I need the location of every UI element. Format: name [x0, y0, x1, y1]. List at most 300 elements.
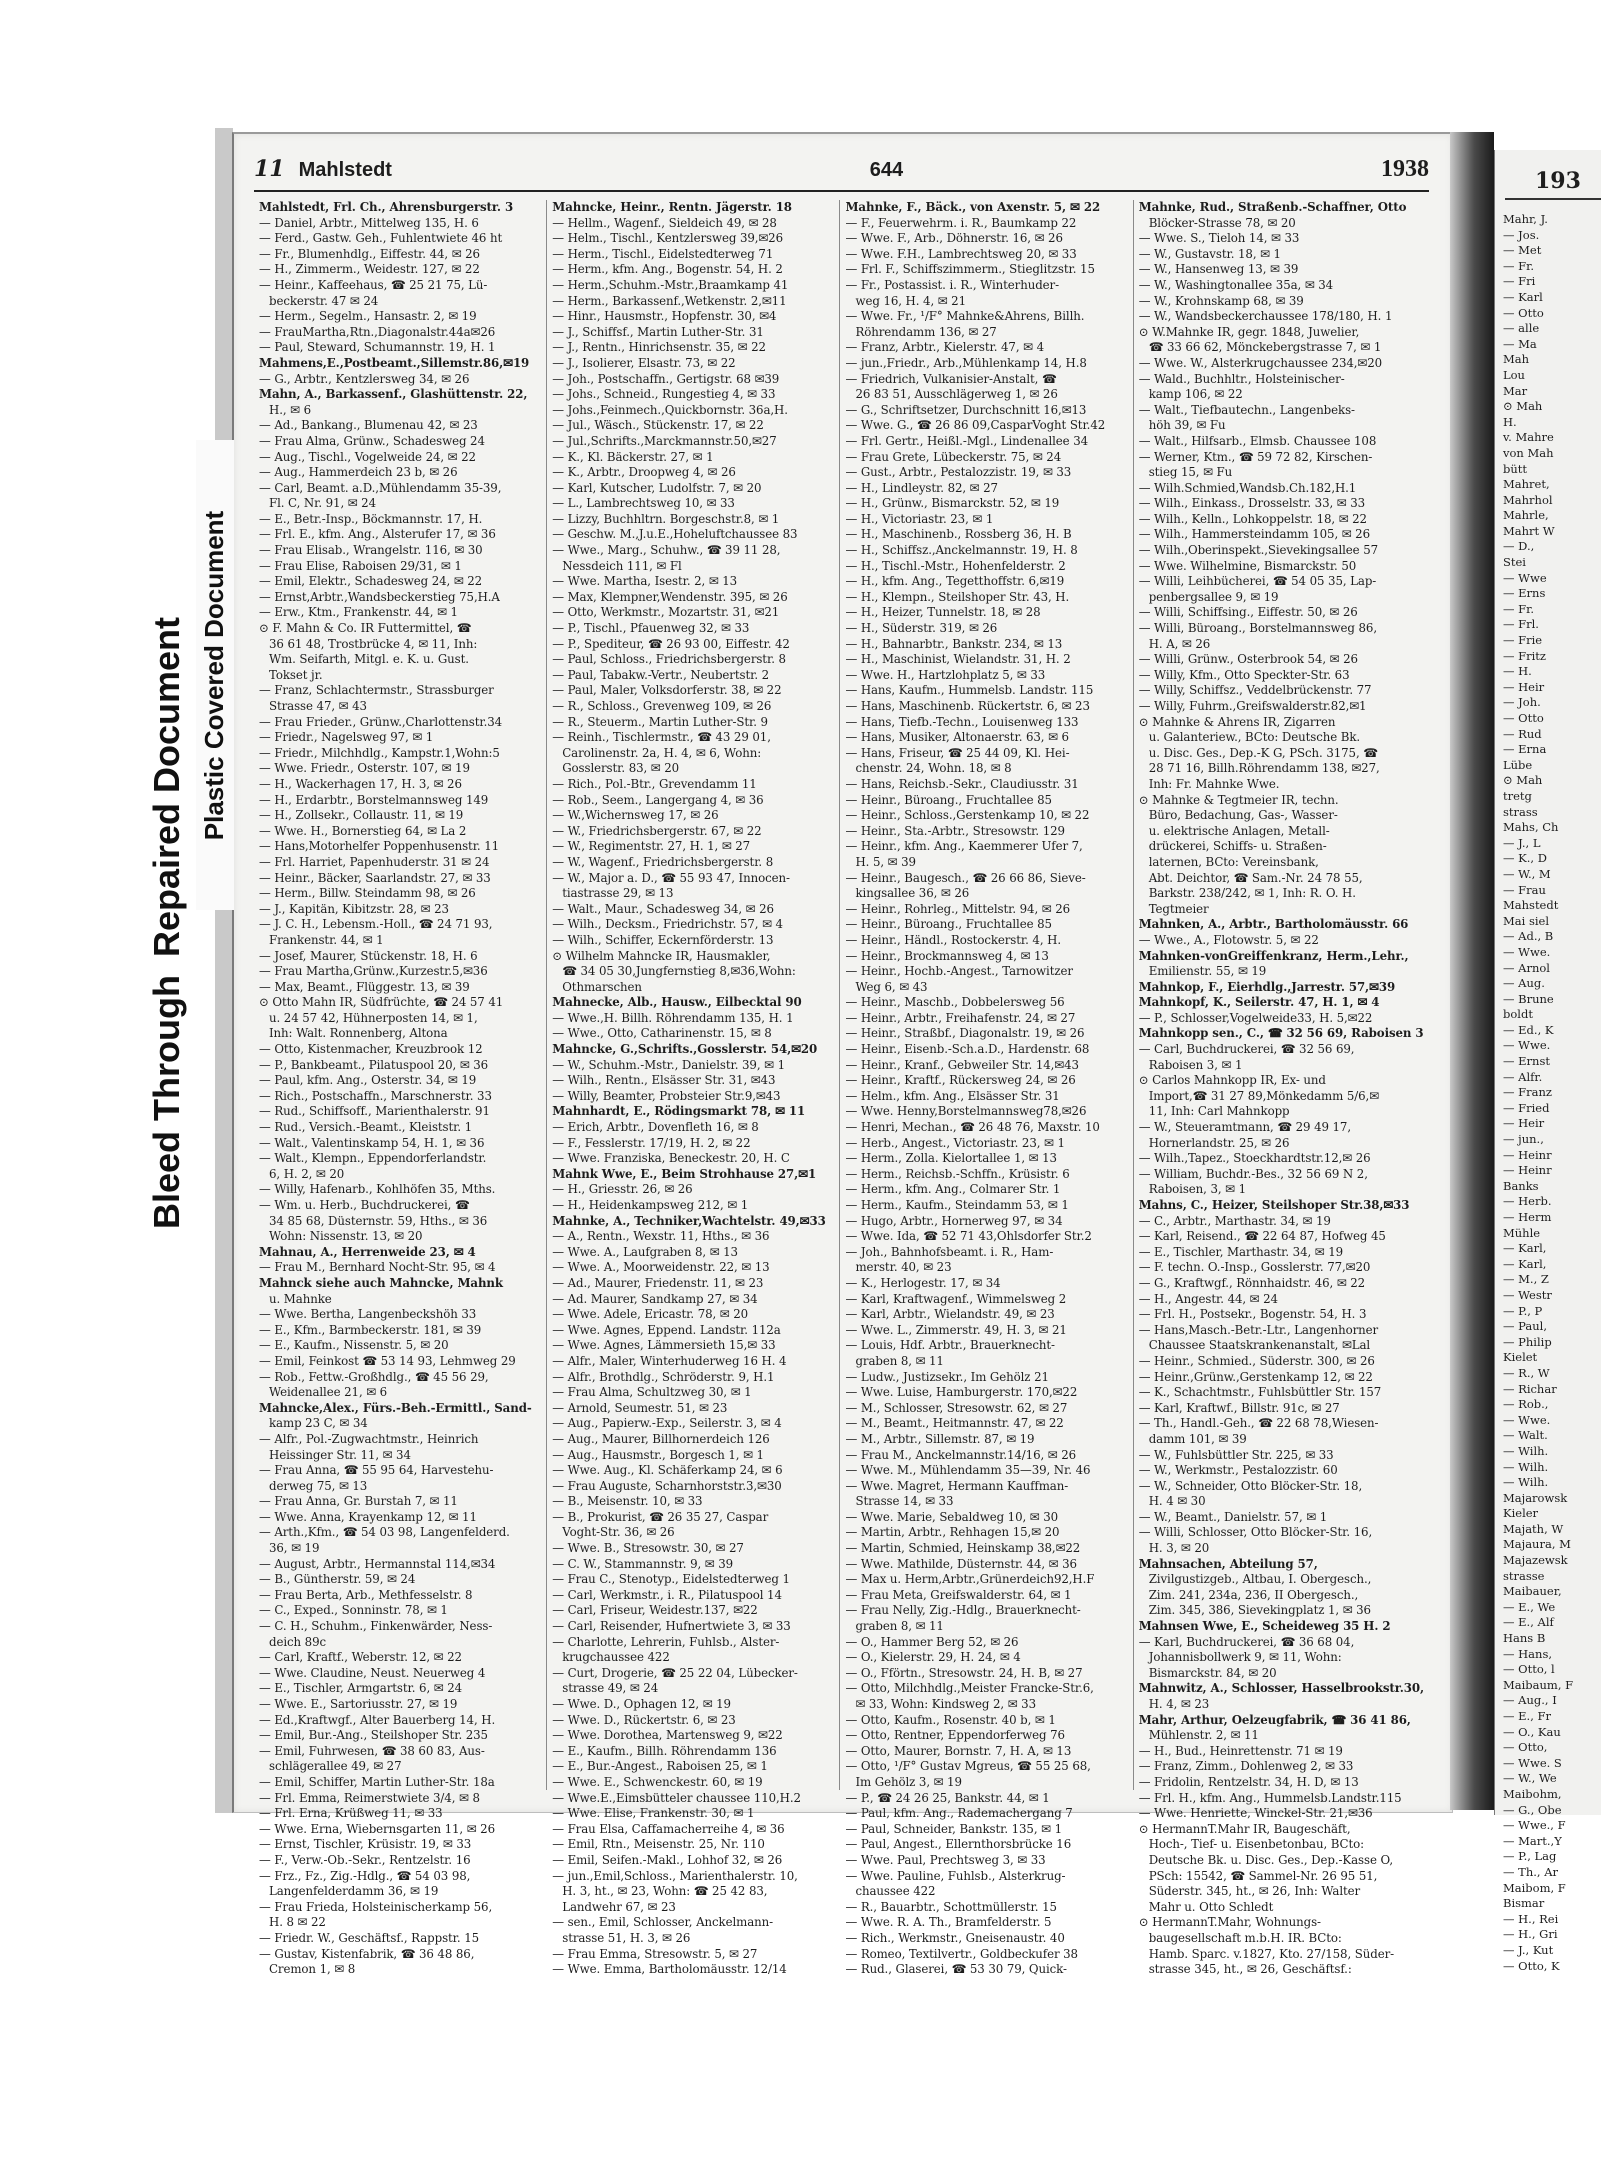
directory-entry-line: baugesellschaft m.b.H. IR. BCto:	[1148, 1930, 1342, 1945]
directory-entry-line: — Rich., Postschaffn., Marschnerstr. 33	[259, 1088, 492, 1103]
facing-entry-line: strasse	[1503, 1568, 1545, 1583]
directory-entry-line: — H., Erdarbtr., Borstelmannsweg 149	[259, 792, 489, 807]
label-tab-outer	[138, 440, 196, 1405]
directory-entry-line: — W., Hansenweg 13, ✉ 39	[1138, 262, 1299, 277]
directory-entry-line: ☎ 34 05 30,Jungfernstieg 8,✉36,Wohn:	[562, 964, 796, 979]
facing-entry-line: — Wwe. S	[1503, 1755, 1562, 1770]
section-number: 11	[254, 156, 285, 182]
facing-entry-line: — M., Z	[1503, 1272, 1549, 1287]
facing-entry-line: — Heir	[1503, 1116, 1545, 1131]
directory-entry-line: — Wwe. Aug., Kl. Schäferkamp 24, ✉ 6	[552, 1463, 783, 1478]
directory-entry-line: — R., Schloss., Grevenweg 109, ✉ 26	[552, 699, 772, 713]
directory-entry-line: — Rud., Schiffsoff., Marienthalerstr. 91	[259, 1104, 490, 1119]
facing-entry-line: Maibohm,	[1503, 1786, 1562, 1801]
directory-entry-line: — H., Bahnarbtr., Bankstr. 234, ✉ 13	[845, 636, 1063, 651]
facing-entry-line: — Paul,	[1503, 1319, 1547, 1334]
directory-entry-line: — Wwe. Erna, Wiebernsgarten 11, ✉ 26	[259, 1821, 495, 1836]
facing-entry-line: ⊙ Mah	[1503, 773, 1543, 788]
directory-entry-line: — W., Wandsbeckerchaussee 178/180, H. 1	[1138, 309, 1393, 324]
directory-entry-line: — Otto, Werkmstr., Mozartstr. 31, ✉21	[552, 605, 780, 620]
facing-page-year: 193	[1535, 168, 1581, 194]
directory-entry-line: Hornerlandstr. 25, ✉ 26	[1148, 1135, 1290, 1150]
facing-entry-line: — Frl.	[1503, 617, 1539, 632]
directory-entry-line: ⊙ Mahnke & Ahrens IR, Zigarren	[1138, 714, 1336, 729]
directory-entry-line: — H., Klempn., Steilshoper Str. 43, H.	[845, 589, 1070, 604]
directory-entry-line: graben 8, ✉ 11	[855, 1619, 944, 1634]
directory-entry-line: krugchaussee 422	[562, 1650, 670, 1665]
directory-entry-line: — Wwe. Henny,Borstelmannsweg78,✉26	[845, 1104, 1087, 1119]
directory-entry-line: strasse 49, ✉ 24	[562, 1681, 659, 1696]
directory-entry-line: — Th., Handl.-Geh., ☎ 22 68 78,Wiesen-	[1138, 1416, 1379, 1431]
directory-entry-line: — Herm., Billw. Steindamm 98, ✉ 26	[259, 886, 476, 901]
directory-entry-line: — Wwe. W., Alsterkrugchaussee 234,✉20	[1138, 355, 1383, 370]
directory-entry-line: — Frl. H., kfm. Ang., Hummelsb.Landstr.115	[1138, 1790, 1402, 1805]
directory-entry-line: — Wwe. Friedr., Osterstr. 107, ✉ 19	[259, 761, 470, 776]
directory-entry-line: — Heinr., Eisenb.-Sch.a.D., Hardenstr. 68	[845, 1042, 1090, 1057]
directory-entry-line: Tegtmeier	[1148, 901, 1209, 916]
facing-entry-line: Mahrle,	[1503, 508, 1549, 523]
scan-margin-bottom	[0, 1977, 1600, 2177]
facing-entry-line: bütt	[1503, 461, 1528, 476]
facing-entry-line: Banks	[1503, 1178, 1539, 1193]
directory-entry-line: — Paul, Schneider, Bankstr. 135, ✉ 1	[845, 1821, 1062, 1836]
page-number: 644	[869, 159, 904, 181]
directory-entry-line: — Reinh., Tischlermstr., ☎ 43 29 01,	[552, 730, 771, 745]
directory-entry-line: — L., Lambrechtsweg 10, ✉ 33	[552, 496, 735, 511]
directory-entry-line: — H., Maschinenb., Rossberg 36, H. B	[845, 527, 1072, 542]
facing-entry-line: — alle	[1503, 321, 1540, 336]
directory-entry-line: — Otto, Kaufm., Rosenstr. 40 b, ✉ 1	[845, 1712, 1056, 1727]
facing-entry-line: — Karl,	[1503, 1256, 1547, 1271]
directory-entry-line: — P., Tischl., Pfauenweg 32, ✉ 33	[552, 621, 750, 636]
directory-entry-line: — J., Rentn., Hinrichsenstr. 35, ✉ 22	[552, 340, 766, 355]
directory-entry-line: — Carl, Reisender, Hufnertwiete 3, ✉ 33	[552, 1619, 791, 1634]
facing-entry-line: Majazewsk	[1503, 1553, 1568, 1568]
directory-entry-line: Othmarschen	[562, 979, 642, 994]
facing-entry-line: — Hans,	[1503, 1646, 1553, 1661]
directory-entry-line: — M., Schlosser, Stresowstr. 62, ✉ 27	[845, 1400, 1068, 1415]
facing-entry-line: — H.	[1503, 664, 1532, 679]
directory-entry-line: — Wwe. H., Hartzlohplatz 5, ✉ 33	[845, 667, 1046, 682]
directory-entry-line: — Wwe. S., Tieloh 14, ✉ 33	[1138, 231, 1300, 246]
directory-entry-line: — Karl, Kraftwagenf., Wimmelsweg 2	[845, 1291, 1067, 1306]
column-2	[547, 200, 840, 1977]
facing-entry-line: — Fr.	[1503, 258, 1535, 273]
directory-entry-line: — Emil, Elektr., Schadesweg 24, ✉ 22	[259, 574, 483, 589]
directory-entry-line: — Wwe. Magret, Hermann Kauffman-	[845, 1478, 1069, 1493]
facing-entry-line: — Frau	[1503, 882, 1546, 897]
directory-entry-line: Zivilgustizgeb., Altbau, I. Obergesch.,	[1148, 1572, 1372, 1587]
directory-entry-line: — Frau Frieda, Holsteinischerkamp 56,	[259, 1899, 493, 1914]
directory-entry-line: — Heinr., Arbtr., Freihafenstr. 24, ✉ 27	[845, 1010, 1076, 1025]
directory-entry-line: Strasse 47, ✉ 43	[269, 699, 367, 713]
directory-entry-line: — Wm. u. Herb., Buchdruckerei, ☎	[259, 1198, 470, 1212]
directory-entry-line: — W., Steueramtmann, ☎ 29 49 17,	[1138, 1120, 1351, 1135]
facing-entry-line: — Wwe.	[1503, 1412, 1551, 1427]
directory-entry-line: — A., Rentn., Wexstr. 11, Hths., ✉ 36	[552, 1229, 770, 1244]
directory-entry-line: — Helm., Tischl., Kentzlersweg 39,✉26	[552, 231, 783, 246]
directory-entry-line: — Carl, Beamt. a.D.,Mühlendamm 35-39,	[259, 480, 502, 495]
directory-entry-line: — Heinr., Rohrleg., Mittelstr. 94, ✉ 26	[845, 901, 1071, 916]
directory-entry-line: — Otto, Kistenmacher, Kreuzbrook 12	[259, 1042, 483, 1057]
directory-entry-line: — August, Arbtr., Hermannstal 114,✉34	[259, 1556, 496, 1571]
directory-entry-line: — Friedr., Nagelsweg 97, ✉ 1	[259, 730, 434, 745]
directory-entry-line: — Fr., Postassist. i. R., Winterhuder-	[845, 277, 1059, 292]
directory-entry-line: — H., Bud., Heinrettenstr. 71 ✉ 19	[1138, 1743, 1343, 1758]
directory-entry-line: — Wilh., Einkass., Drosselstr. 33, ✉ 33	[1138, 496, 1366, 511]
directory-entry-line: ⊙ F. Mahn & Co. IR Futtermittel, ☎	[259, 621, 472, 636]
directory-entry-line: — J., Schiffsf., Martin Luther-Str. 31	[552, 324, 764, 339]
directory-entry-line: Raboisen 3, ✉ 1	[1148, 1057, 1243, 1072]
directory-entry-line: — Wwe. L., Zimmerstr. 49, H. 3, ✉ 21	[845, 1322, 1067, 1337]
directory-entry-line: — Wwe. Anna, Krayenkamp 12, ✉ 11	[259, 1509, 477, 1524]
directory-entry-line: — Ad., Bankang., Blumenau 42, ✉ 23	[259, 418, 478, 433]
directory-entry-line: chenstr. 24, Wohn. 18, ✉ 8	[855, 761, 1012, 776]
directory-entry-line: Hamb. Sparc. v.1827, Kto. 27/158, Süder-	[1148, 1946, 1394, 1961]
facing-entry-line: — K., D	[1503, 851, 1547, 866]
directory-entry-line: — Herm., Segelm., Hansastr. 2, ✉ 19	[259, 309, 477, 324]
facing-entry-line: — Erna	[1503, 742, 1547, 757]
directory-entry-line: — FrauMartha,Rtn.,Diagonalstr.44a✉26	[259, 324, 496, 339]
directory-entry-line: — Rud., Glaserei, ☎ 53 30 79, Quick-	[845, 1962, 1067, 1977]
directory-entry-line: — Rich., Werkmstr., Gneisenaustr. 40	[845, 1930, 1065, 1945]
directory-entry-line: — sen., Emil, Schlosser, Anckelmann-	[552, 1915, 774, 1930]
directory-entry-line: — Curt, Drogerie, ☎ 25 22 04, Lübecker-	[552, 1665, 798, 1680]
directory-entry-line: kamp 106, ✉ 22	[1148, 387, 1243, 402]
directory-entry-line: — Hinr., Hausmstr., Hopfenstr. 30, ✉4	[552, 309, 777, 324]
facing-entry-line: — Met	[1503, 243, 1542, 258]
facing-entry-line: Kieler	[1503, 1506, 1539, 1521]
facing-entry-line: — jun.,	[1503, 1132, 1544, 1147]
directory-entry-line: — Frau Nelly, Zig.-Hdlg., Brauerknecht-	[845, 1603, 1081, 1618]
facing-entry-line: Majarowsk	[1503, 1490, 1568, 1505]
directory-entry-line: — Frl. Erna, Krüßweg 11, ✉ 33	[259, 1806, 443, 1821]
facing-entry-line: — Franz	[1503, 1085, 1552, 1100]
directory-entry-line: — Heinr., Schmied., Süderstr. 300, ✉ 26	[1138, 1353, 1375, 1368]
directory-entry-line: — Arth.,Kfm., ☎ 54 03 98, Langenfelderd.	[259, 1525, 510, 1540]
directory-entry-line: — Walt., Tiefbautechn., Langenbeks-	[1138, 402, 1355, 417]
facing-entry-line: Kielet	[1503, 1350, 1538, 1365]
directory-entry-line: strasse 51, H. 3, ✉ 26	[562, 1930, 691, 1945]
facing-entry-line: — Heinr	[1503, 1147, 1552, 1162]
directory-entry-line: — Erich, Arbtr., Dovenfleth 16, ✉ 8	[552, 1120, 759, 1135]
directory-entry-line: Voght-Str. 36, ✉ 26	[562, 1525, 675, 1540]
facing-entry-line: Maibom, F	[1503, 1880, 1566, 1895]
directory-entry-line: — Frau Alma, Grünw., Schadesweg 24	[259, 433, 485, 448]
directory-entry-line: — Daniel, Arbtr., Mittelweg 135, H. 6	[259, 215, 479, 230]
directory-entry-line: — Wwe. Wilhelmine, Bismarckstr. 50	[1138, 558, 1357, 573]
facing-entry-line: — Wwe., F	[1503, 1818, 1566, 1833]
directory-entry-line: — Wwe. Paul, Prechtsweg 3, ✉ 33	[845, 1852, 1046, 1867]
directory-entry-line: Wm. Seifarth, Mitgl. e. K. u. Gust.	[269, 652, 469, 667]
facing-entry-line: — W., We	[1503, 1771, 1557, 1786]
directory-entry-line: 36, ✉ 19	[269, 1541, 320, 1556]
directory-entry-line: drückerei, Schiffs- u. Straßen-	[1148, 839, 1327, 854]
directory-entry-line: — H., kfm. Ang., Tegetthoffstr. 6,✉19	[845, 574, 1065, 589]
directory-entry-line: — Herm., Zolla. Kielortallee 1, ✉ 13	[845, 1151, 1057, 1166]
directory-entry-line: — Wwe. F., Arb., Döhnerstr. 16, ✉ 26	[845, 231, 1063, 246]
directory-entry-line: — Frau Anna, ☎ 55 95 64, Harvestehu-	[259, 1463, 494, 1478]
directory-entry-line: — Wwe. R. A. Th., Bramfelderstr. 5	[845, 1915, 1052, 1930]
directory-entry-line: Mahnke, Rud., Straßenb.-Schaffner, Otto	[1138, 200, 1407, 214]
directory-entry-line: — Friedr., Milchhdlg., Kampstr.1,Wohn:5	[259, 745, 500, 760]
directory-entry-line: Heissinger Str. 11, ✉ 34	[269, 1447, 411, 1462]
directory-entry-line: — Ludw., Justizsekr., Im Gehölz 21	[845, 1369, 1049, 1384]
directory-entry-line: H. A, ✉ 26	[1148, 636, 1211, 651]
facing-entry-line: — Fried	[1503, 1100, 1550, 1115]
directory-entry-line: — Paul, Tabakw.-Vertr., Neubertstr. 2	[552, 667, 770, 682]
label-tab-inner	[196, 440, 234, 910]
directory-entry-line: — M., Arbtr., Sillemstr. 87, ✉ 19	[845, 1431, 1035, 1446]
directory-entry-line: — E., Bur.-Angest., Raboisen 25, ✉ 1	[552, 1759, 768, 1774]
directory-entry-line: — Aug., Papierw.-Exp., Seilerstr. 3, ✉ 4	[552, 1416, 782, 1431]
directory-entry-line: — E., Tischler, Marthastr. 34, ✉ 19	[1138, 1244, 1344, 1259]
directory-entry-line: — Wwe. Henriette, Winckel-Str. 21,✉36	[1138, 1806, 1373, 1821]
directory-entry-line: 11, Inh: Carl Mahnkopp	[1148, 1104, 1290, 1119]
directory-entry-line: — jun.,Emil,Schloss., Marienthalerstr. 10,	[552, 1868, 798, 1883]
facing-entry-line: — Wwe	[1503, 570, 1547, 585]
facing-entry-line: — Otto	[1503, 305, 1544, 320]
directory-entry-line: — Werner, Ktm., ☎ 59 72 82, Kirschen-	[1138, 449, 1373, 464]
directory-entry-line: — Wwe. H., Bornerstieg 64, ✉ La 2	[259, 823, 467, 838]
directory-entry-line: — Frau Frieder., Grünw.,Charlottenstr.34	[259, 714, 503, 729]
facing-entry-line: — Westr	[1503, 1287, 1552, 1302]
facing-entry-line: — P., P	[1503, 1303, 1543, 1318]
directory-entry-line: — Charlotte, Lehrerin, Fuhlsb., Alster-	[552, 1634, 780, 1649]
facing-entry-line: von Mah	[1503, 445, 1554, 460]
directory-entry-line: — Frau M., Bernhard Nocht-Str. 95, ✉ 4	[259, 1260, 496, 1275]
directory-entry-line: — Wwe. Martha, Isestr. 2, ✉ 13	[552, 574, 738, 589]
directory-entry-line: — F., Verw.-Ob.-Sekr., Rentzelstr. 16	[259, 1852, 471, 1867]
facing-entry-line: — D.,	[1503, 539, 1535, 554]
directory-entry-line: — Jul.,Schrifts.,Marckmannstr.50,✉27	[552, 433, 777, 448]
facing-entry-line: — J., L	[1503, 835, 1541, 850]
facing-entry-line: Maibauer,	[1503, 1584, 1562, 1599]
facing-entry-line: — Ad., B	[1503, 929, 1554, 944]
directory-entry-line: — Heinr., kfm. Ang., Kaemmerer Ufer 7,	[845, 839, 1083, 854]
directory-entry-line: — Willy, Beamter, Probsteier Str.9,✉43	[552, 1088, 781, 1103]
directory-entry-line: — Heinr., Baugesch., ☎ 26 66 86, Sieve-	[845, 870, 1086, 885]
directory-entry-line: Mahnken, A., Arbtr., Bartholomäusstr. 66	[1138, 917, 1409, 932]
directory-entry-line: — W., Krohnskamp 68, ✉ 39	[1138, 293, 1304, 308]
directory-entry-line: — Wilh.,Tapez., Stoeckhardtstr.12,✉ 26	[1138, 1151, 1371, 1166]
directory-entry-line: — Heinr., Kraftf., Rückersweg 24, ✉ 26	[845, 1073, 1076, 1088]
directory-entry-line: — Wwe. Pauline, Fuhlsb., Alsterkrug-	[845, 1868, 1066, 1883]
directory-entry-line: stieg 15, ✉ Fu	[1148, 465, 1233, 480]
directory-entry-line: — Herm.,Schuhm.-Mstr.,Braamkamp 41	[552, 277, 789, 292]
directory-entry-line: — Herm., Tischl., Eidelstedterweg 71	[552, 246, 774, 261]
directory-entry-line: — R., Bauarbtr., Schottmüllerstr. 15	[845, 1899, 1057, 1914]
directory-entry-line: — Wwe. Agnes, Eppend. Landstr. 112a	[552, 1322, 781, 1337]
directory-entry-line: — Paul, kfm. Ang., Rademachergang 7	[845, 1806, 1073, 1821]
directory-entry-line: u. Disc. Ges., Dep.-K G, PSch. 3175, ☎	[1148, 745, 1378, 760]
directory-entry-line: — G., Schriftsetzer, Durchschnitt 16,✉13	[845, 402, 1087, 417]
directory-entry-line: Mahnk Wwe, E., Beim Strohhause 27,✉1	[552, 1166, 817, 1181]
facing-entry-line: — Aug., I	[1503, 1693, 1557, 1708]
directory-entry-line: — Frl. Harriet, Papenhuderstr. 31 ✉ 24	[259, 854, 490, 869]
directory-entry-line: — Heinr., Büroang., Fruchtallee 85	[845, 917, 1052, 932]
directory-entry-line: — Herm., Reichsb.-Schffn., Krüsistr. 6	[845, 1166, 1070, 1181]
directory-entry-line: — G., Arbtr., Kentzlersweg 34, ✉ 26	[259, 371, 470, 386]
directory-entry-line: — W., Schuhm.-Mstr., Danielstr. 39, ✉ 1	[552, 1057, 785, 1072]
directory-entry-line: — Frl. F., Schiffszimmerm., Stieglitzstr. 15	[845, 262, 1095, 277]
directory-entry-line: — Wwe. B., Stresowstr. 30, ✉ 27	[552, 1541, 744, 1556]
directory-entry-line: H. 4, ✉ 23	[1148, 1697, 1210, 1711]
directory-entry-line: — Wwe.,H. Billh. Röhrendamm 135, H. 1	[552, 1010, 794, 1025]
directory-entry-line: — Walt., Klempn., Eppendorferlandstr.	[259, 1151, 487, 1166]
directory-entry-line: — Herm., kfm. Ang., Bogenstr. 54, H. 2	[552, 262, 783, 277]
directory-entry-line: Inh: Fr. Mahnke Wwe.	[1148, 776, 1280, 791]
facing-entry-line: — Otto, K	[1503, 1958, 1560, 1973]
directory-entry-line: — Wilh., Schiffer, Eckernförderstr. 13	[552, 932, 774, 947]
directory-entry-line: — Willi, Büroang., Borstelmannsweg 86,	[1138, 621, 1377, 636]
facing-entry-line: — Philip	[1503, 1334, 1552, 1349]
directory-entry-line: — Heinr., Sta.-Arbtr., Stresowstr. 129	[845, 823, 1065, 838]
directory-entry-line: Mahnke, A., Techniker,Wachtelstr. 49,✉33	[552, 1213, 826, 1228]
directory-entry-line: beckerstr. 47 ✉ 24	[269, 293, 379, 308]
column-1	[254, 200, 547, 1977]
directory-entry-line: — Wilh.Schmied,Wandsb.Ch.182,H.1	[1138, 480, 1357, 495]
directory-entry-line: — Gust., Arbtr., Pestalozzistr. 19, ✉ 33	[845, 465, 1072, 480]
directory-entry-line: — Emil, Bur.-Ang., Steilshoper Str. 235	[259, 1728, 488, 1743]
directory-entry-line: — Wald., Buchhltr., Holsteinischer-	[1138, 371, 1345, 386]
directory-entry-line: — Heinr., Hochb.-Angest., Tarnowitzer	[845, 964, 1073, 979]
directory-entry-line: — Wwe. Ida, ☎ 52 71 43,Ohlsdorfer Str.2	[845, 1229, 1092, 1244]
facing-entry-line: Mar	[1503, 383, 1528, 398]
facing-entry-line: — G., Obe	[1503, 1802, 1562, 1817]
directory-entry-line: — Hans, Tiefb.-Techn., Louisenweg 133	[845, 714, 1079, 729]
directory-page	[232, 132, 1453, 1977]
directory-entry-line: — Aug., Tischl., Vogelweide 24, ✉ 22	[259, 449, 476, 464]
directory-entry-line: Landwehr 67, ✉ 23	[562, 1899, 676, 1914]
directory-entry-line: — Franz, Arbtr., Kielerstr. 47, ✉ 4	[845, 340, 1044, 355]
facing-entry-line: — Rob.,	[1503, 1397, 1549, 1412]
directory-entry-line: Inh: Walt. Ronnenberg, Altona	[269, 1026, 448, 1041]
directory-entry-line: — Walt., Maur., Schadesweg 34, ✉ 26	[552, 901, 774, 916]
directory-entry-line: — H., Süderstr. 319, ✉ 26	[845, 621, 998, 636]
directory-entry-line: — Aug., Hammerdeich 23 b, ✉ 26	[259, 465, 458, 480]
directory-entry-line: Emilienstr. 55, ✉ 19	[1148, 964, 1267, 979]
facing-entry-line: — Wilh.	[1503, 1475, 1549, 1490]
directory-entry-line: — Frau Elisab., Wrangelstr. 116, ✉ 30	[259, 543, 483, 558]
directory-entry-line: Mahnkopf, K., Seilerstr. 47, H. 1, ✉ 4	[1138, 995, 1380, 1010]
directory-entry-line: Mahmens,E.,Postbeamt.,Sillemstr.86,✉19	[259, 355, 530, 370]
directory-entry-line: Zim. 241, 234a, 236, II Obergesch.,	[1148, 1587, 1359, 1602]
directory-entry-line: — H., Maschinist, Wielandstr. 31, H. 2	[845, 652, 1071, 667]
directory-entry-line: chaussee 422	[855, 1884, 936, 1899]
facing-entry-line: — W., M	[1503, 866, 1551, 881]
directory-entry-line: — Ad. Maurer, Sandkamp 27, ✉ 34	[552, 1291, 758, 1306]
directory-entry-line: — Frl. H., Postsekr., Bogenstr. 54, H. 3	[1138, 1307, 1367, 1322]
directory-entry-line: — Herm., kfm. Ang., Colmarer Str. 1	[845, 1182, 1061, 1197]
directory-entry-line: u. 24 57 42, Hühnerposten 14, ✉ 1,	[269, 1010, 478, 1025]
directory-entry-line: — K., Schachtmstr., Fuhlsbüttler Str. 157	[1138, 1385, 1382, 1400]
directory-entry-line: — R., Steuerm., Martin Luther-Str. 9	[552, 714, 768, 729]
directory-entry-line: — H., Lindleystr. 82, ✉ 27	[845, 480, 998, 495]
directory-entry-line: ☎ 33 66 62, Mönckebergstrasse 7, ✉ 1	[1148, 340, 1382, 355]
directory-entry-line: 28 71 16, Billh.Röhrendamm 138, ✉27,	[1148, 761, 1380, 776]
directory-entry-line: — Alfr., Pol.-Zugwachtmstr., Heinrich	[259, 1431, 479, 1446]
directory-entry-line: H. 8 ✉ 22	[269, 1915, 326, 1930]
directory-entry-line: — Karl, Buchdruckerei, ☎ 36 68 04,	[1138, 1634, 1355, 1649]
directory-entry-line: — Johs., Schneid., Rungestieg 4, ✉ 33	[552, 387, 776, 402]
directory-entry-line: — Heinr., Brockmannsweg 4, ✉ 13	[845, 948, 1049, 963]
label-bleed-through: Bleed Through	[146, 974, 188, 1229]
directory-entry-line: — Carl, Friseur, Weidestr.137, ✉22	[552, 1603, 758, 1618]
directory-entry-line: — Frz., Fz., Zig.-Hdlg., ☎ 54 03 98,	[259, 1868, 471, 1883]
directory-entry-line: — Willi, Schiffsing., Eiffestr. 50, ✉ 26	[1138, 605, 1358, 620]
facing-entry-line: Mahr, J.	[1503, 212, 1548, 226]
directory-entry-line: — Frau Anna, Gr. Burstah 7, ✉ 11	[259, 1494, 458, 1509]
facing-entry-line: tretg	[1503, 788, 1532, 803]
facing-entry-line: — Wwe.	[1503, 944, 1551, 959]
directory-entry-line: — B., Meisenstr. 10, ✉ 33	[552, 1494, 703, 1509]
directory-entry-line: — Wwe. Agnes, Lämmersieth 15,✉ 33	[552, 1338, 776, 1353]
directory-entry-line: — Willi, Schlosser, Otto Blöcker-Str. 16,	[1138, 1525, 1373, 1540]
directory-entry-line: Wohn: Nissenstr. 13, ✉ 20	[269, 1229, 423, 1244]
facing-entry-line: — Otto,	[1503, 1740, 1548, 1755]
facing-entry-line: — H., Rei	[1503, 1911, 1559, 1926]
directory-entry-line: Gosslerstr. 83, ✉ 20	[562, 761, 680, 776]
directory-entry-line: — Paul, Schloss., Friedrichsbergerstr. 8	[552, 652, 786, 667]
column-3	[840, 200, 1133, 1977]
facing-entry-line: — Arnol	[1503, 960, 1550, 975]
directory-entry-line: Cremon 1, ✉ 8	[269, 1962, 356, 1977]
directory-entry-line: — Alfr., Brothdlg., Schröderstr. 9, H.1	[552, 1369, 775, 1384]
directory-entry-line: — M., Beamt., Heitmannstr. 47, ✉ 22	[845, 1416, 1064, 1431]
facing-entry-line: Lübe	[1503, 757, 1533, 772]
directory-entry-line: — Geschw. M.,J.u.E.,Hoheluftchaussee 83	[552, 527, 798, 542]
directory-entry-line: Mahnsen Wwe, E., Scheideweg 35 H. 2	[1138, 1619, 1391, 1634]
directory-entry-line: — Heinr., Schloss.,Gerstenkamp 10, ✉ 22	[845, 808, 1090, 823]
directory-entry-line: strasse 345, ht., ✉ 26, Geschäftsf.:	[1148, 1962, 1352, 1977]
directory-entry-line: — W., Friedrichsbergerstr. 67, ✉ 22	[552, 823, 762, 838]
directory-entry-line: — Herm., Barkassenf.,Wetkenstr. 2,✉11	[552, 293, 787, 308]
directory-entry-line: — P., Spediteur, ☎ 26 93 00, Eiffestr. 42	[552, 636, 790, 651]
directory-entry-line: — Wwe. Adele, Ericastr. 78, ✉ 20	[552, 1307, 749, 1322]
directory-entry-line: — Frau Alma, Schultzweg 30, ✉ 1	[552, 1385, 752, 1400]
directory-entry-line: — H., Heizer, Tunnelstr. 18, ✉ 28	[845, 605, 1041, 620]
directory-entry-line: Raboisen, 3, ✉ 1	[1148, 1182, 1246, 1197]
directory-year: 1938	[1381, 156, 1429, 182]
directory-entry-line: — Wwe. Luise, Hamburgerstr. 170,✉22	[845, 1385, 1078, 1400]
facing-entry-line: Mahret,	[1503, 477, 1550, 492]
directory-entry-line: — Aug., Maurer, Billhornerdeich 126	[552, 1431, 770, 1446]
directory-entry-line: — Lizzy, Buchhltrn. Borgeschstr.8, ✉ 1	[552, 511, 780, 526]
facing-entry-line: — Fr.	[1503, 601, 1535, 616]
directory-entry-line: — Willi, Grünw., Osterbrook 54, ✉ 26	[1138, 652, 1358, 667]
directory-entry-line: — Martin, Schmied, Heinskamp 38,✉22	[845, 1541, 1081, 1556]
directory-entry-line: — H., Griesstr. 26, ✉ 26	[552, 1182, 693, 1197]
facing-entry-line: — Frie	[1503, 633, 1543, 648]
directory-entry-line: — Aug., Hausmstr., Borgesch 1, ✉ 1	[552, 1447, 764, 1462]
directory-entry-line: — Hans, Maschinenb. Rückertstr. 6, ✉ 23	[845, 699, 1090, 713]
directory-entry-line: — P., Bankbeamt., Pilatuspool 20, ✉ 36	[259, 1057, 489, 1072]
directory-entry-line: — H., Schiffsz.,Anckelmannstr. 19, H. 8	[845, 543, 1078, 558]
directory-entry-line: — E., Kfm., Barmbeckerstr. 181, ✉ 39	[259, 1322, 482, 1337]
directory-entry-line: — Wwe. D., Ophagen 12, ✉ 19	[552, 1697, 731, 1711]
directory-entry-line: — Heinr., Maschb., Dobbelersweg 56	[845, 995, 1065, 1010]
directory-entry-line: — jun.,Friedr., Arb.,Mühlenkamp 14, H.8	[845, 355, 1087, 370]
directory-entry-line: — W., Washingtonallee 35a, ✉ 34	[1138, 277, 1334, 292]
directory-entry-line: — Johs.,Feinmech.,Quickbornstr. 36a,H.	[552, 402, 788, 417]
directory-entry-line: — Wwe. Fr., ¹/F° Mahnke&Ahrens, Billh.	[845, 309, 1085, 324]
directory-entry-line: Mahnck siehe auch Mahncke, Mahnk	[259, 1275, 503, 1290]
facing-entry-line: — Aug.	[1503, 976, 1545, 991]
running-head	[254, 156, 1429, 184]
facing-entry-line: — Karl,	[1503, 1241, 1547, 1256]
directory-entry-line: — Wilh., Rentn., Elsässer Str. 31, ✉43	[552, 1073, 776, 1088]
